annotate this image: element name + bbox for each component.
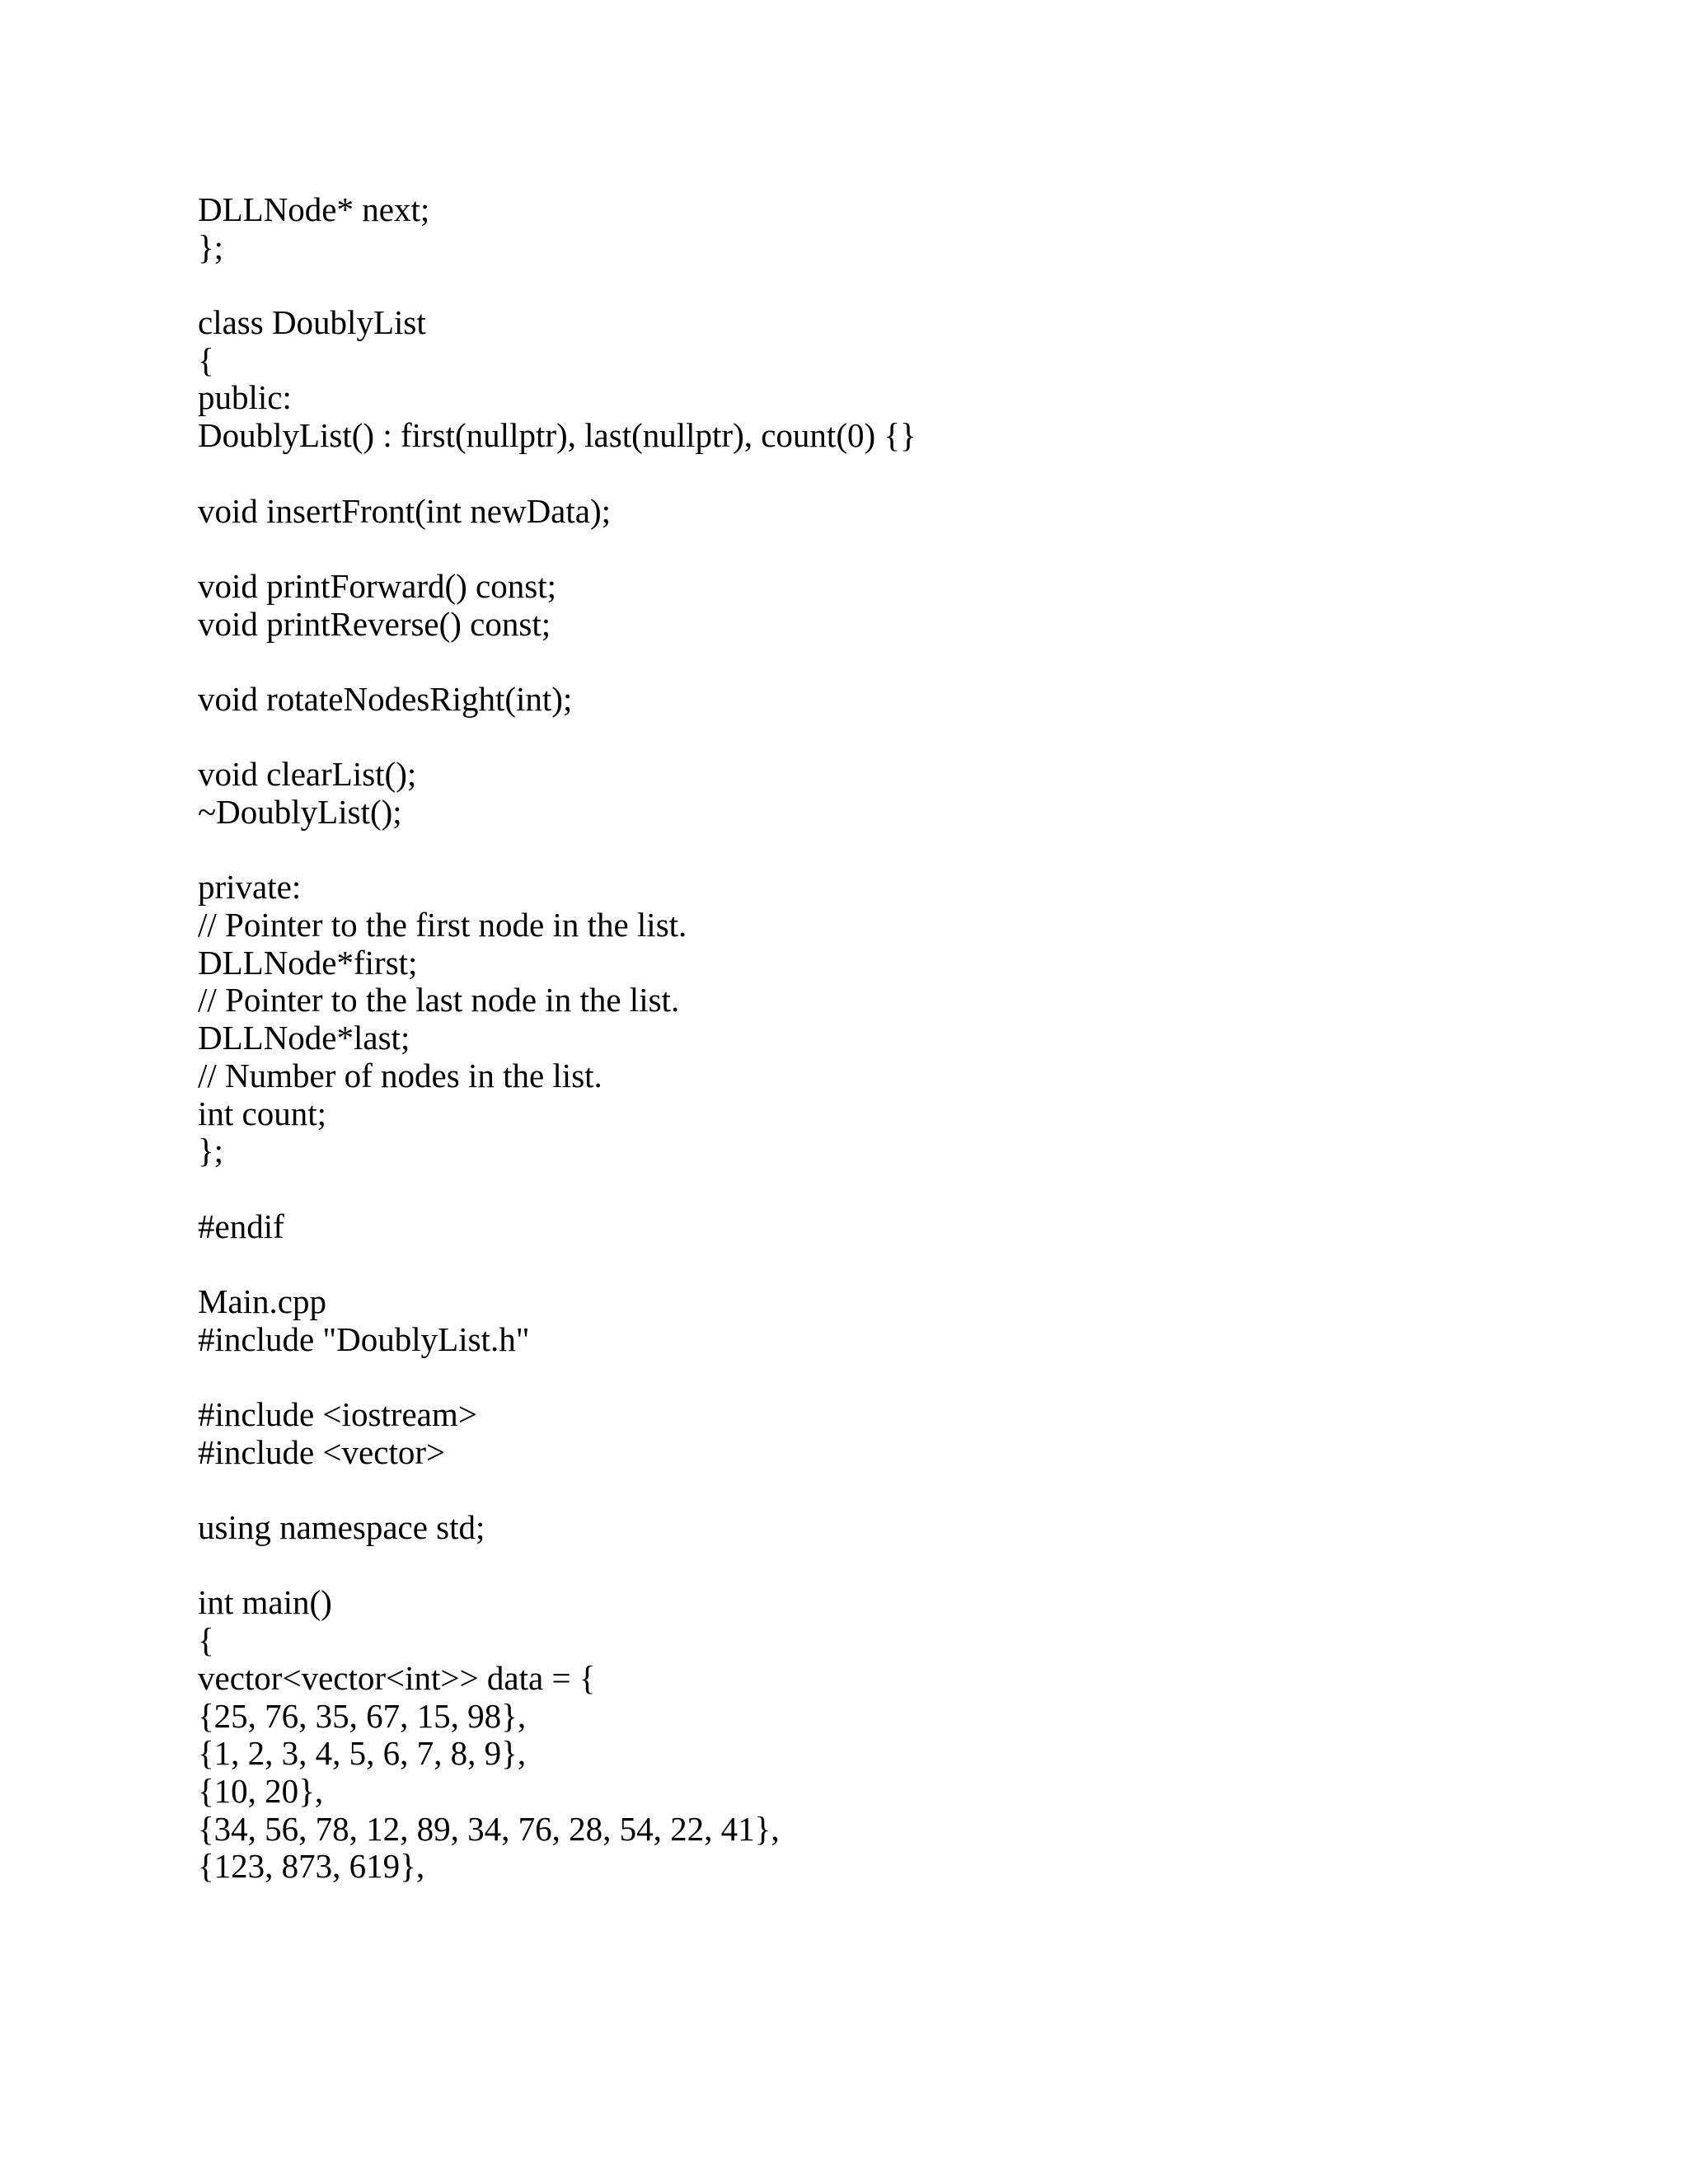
code-line: DLLNode* next; (198, 190, 430, 228)
code-line: #include <iostream> (198, 1395, 477, 1433)
code-line (198, 455, 1599, 493)
code-line (198, 719, 1599, 757)
code-line: #include <vector> (198, 1432, 446, 1471)
code-line: {1, 2, 3, 4, 5, 6, 7, 8, 9}, (198, 1734, 527, 1773)
code-line: // Pointer to the first node in the list. (198, 906, 687, 944)
code-line: { (198, 340, 214, 379)
code-line: // Number of nodes in the list. (198, 1056, 603, 1094)
code-line (198, 1471, 1599, 1509)
code-listing (198, 191, 1599, 1886)
code-line: Main.cpp (198, 1282, 326, 1320)
code-line: void printForward() const; (198, 566, 556, 605)
code-line: }; (198, 227, 224, 266)
code-line: int count; (198, 1094, 327, 1132)
code-line (198, 266, 1599, 304)
code-line (198, 530, 1599, 568)
code-line: DLLNode*first; (198, 943, 418, 982)
code-line: private: (198, 868, 302, 907)
code-line: void insertFront(int newData); (198, 491, 612, 530)
code-line: using namespace std; (198, 1508, 485, 1547)
code-line: {25, 76, 35, 67, 15, 98}, (198, 1696, 527, 1735)
code-line (198, 1245, 1599, 1283)
code-line: void rotateNodesRight(int); (198, 679, 573, 718)
code-line (198, 1358, 1599, 1396)
code-line (198, 1170, 1599, 1208)
code-line (198, 1547, 1599, 1585)
code-line: #include "DoublyList.h" (198, 1319, 530, 1358)
code-line: {34, 56, 78, 12, 89, 34, 76, 28, 54, 22, 41}, (198, 1809, 780, 1848)
code-line: void clearList(); (198, 755, 417, 794)
code-line: ~DoublyList(); (198, 793, 402, 831)
code-line: { (198, 1621, 214, 1660)
code-line: #endif (198, 1207, 284, 1245)
code-line: DLLNode*last; (198, 1019, 410, 1057)
code-line (198, 832, 1599, 869)
code-line: class DoublyList (198, 303, 426, 342)
code-line: vector<vector<int>> data = { (198, 1658, 596, 1697)
code-line: // Pointer to the last node in the list. (198, 981, 680, 1019)
code-line (198, 643, 1599, 681)
code-line: public: (198, 378, 292, 417)
code-line: void printReverse() const; (198, 604, 551, 643)
code-line: int main() (198, 1583, 332, 1622)
code-line: {10, 20}, (198, 1771, 324, 1810)
code-line: }; (198, 1132, 224, 1170)
code-line: {123, 873, 619}, (198, 1847, 425, 1886)
code-line: DoublyList() : first(nullptr), last(nullptr), count(0) {} (198, 416, 917, 455)
